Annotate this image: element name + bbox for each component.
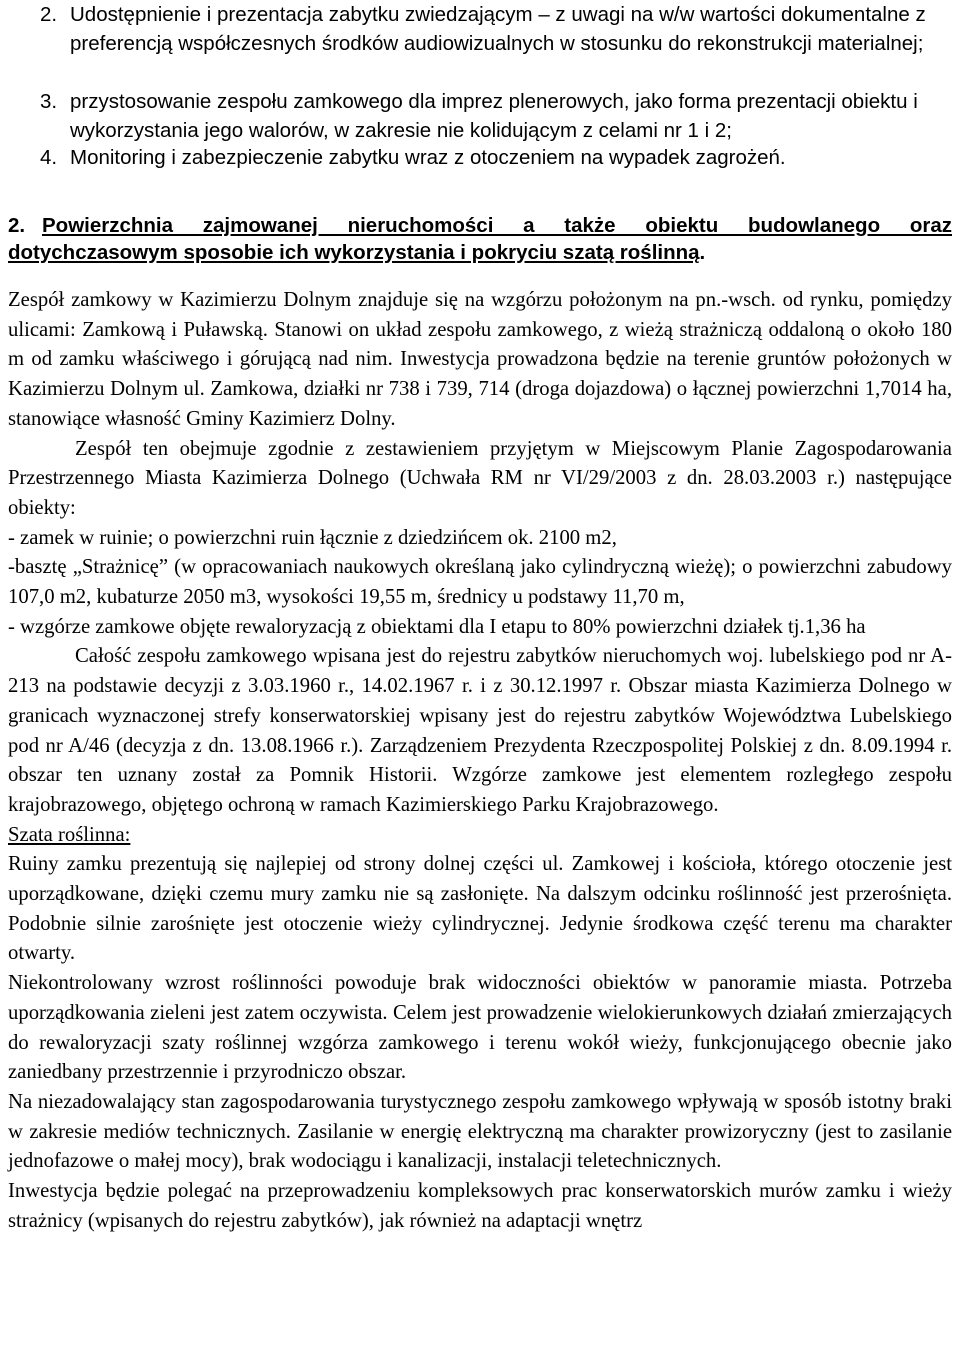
paragraph-location: Zespół zamkowy w Kazimierzu Dolnym znajduje się na wzgórzu położonym na pn.-wsch. od rynku, pomiędzy ulicami: Zamkową i Puławską. Stanowi on układ zespołu zamkowego, z wieżą strażniczą oddaloną o około 180 m od zamku właściwego i górującą nad nim. Inwestycja prowadzona będzie na terenie gruntów położonych w Kazimierzu Dolnym ul. Zamkowa, działki nr 738 i 739, 714 (droga dojazdowa) o łącznej powierzchni 1,7014 ha, stanowiące własność Gminy Kazimierz Dolny. <box>8 289 952 430</box>
list-item-text: przystosowanie zespołu zamkowego dla imprez plenerowych, jako forma prezentacji obiektu i wykorzystania jego walorów, w zakresie nie kolidującym z celami nr 1 i 2; <box>70 90 918 142</box>
paragraph-infrastructure: Na niezadowalający stan zagospodarowania turystycznego zespołu zamkowego wpływają w sposób istotny braki w zakresie mediów technicznych. Zasilanie w energię elektryczną ma charakter prowizoryczny (jest to zasilanie jednofazowe o małej mocy), brak wodociągu i kanalizacji, instalacji teletechnicznych. <box>8 1090 952 1173</box>
list-item <box>0 143 960 172</box>
paragraph-vegetation-growth: Niekontrolowany wzrost roślinności powoduje brak widoczności obiektów w panoramie miasta. Potrzeba uporządkowania zieleni jest zatem oczywista. Celem jest prowadzenie wielokierunkowych działań zmierzających do rewaloryzacji szaty roślinnej wzgórza zamkowego i terenu wokół wieży, funkcjonującego obecnie jako zaniedbany przestrzennie i przyrodniczo obszar. <box>8 972 952 1084</box>
list-item-text: Monitoring i zabezpieczenie zabytku wraz z otoczeniem na wypadek zagrożeń. <box>70 146 786 169</box>
list-item-number: 4. <box>40 146 58 169</box>
section-heading-trailing: . <box>699 241 706 264</box>
section-heading-number: 2. <box>8 214 26 237</box>
section-heading <box>8 212 952 266</box>
list-item-text: Udostępnienie i prezentacja zabytku zwiedzającym – z uwagi na w/w wartości dokumentalne z preferencją współczesnych środków audiowizualnych w stosunku do rekonstrukcji materialnej; <box>70 3 926 55</box>
paragraph-plan: Zespół ten obejmuje zgodnie z zestawieniem przyjętym w Miejscowym Planie Zagospodarowania Przestrzennego Miasta Kazimierza Dolnego (Uchwała RM nr VI/29/2003 z dn. 28.03.2003 r.) następujące obiekty: <box>8 437 952 519</box>
paragraph-ruins: Ruiny zamku prezentują się najlepiej od strony dolnej części ul. Zamkowej i kościoła, którego otoczenie jest uporządkowane, dzięki czemu mury zamku nie są zasłonięte. Na dalszym odcinku roślinność jest przerośnięta. Podobnie silnie zarośnięte jest otoczenie wieży cylindrycznej. Jedynie środkowa część terenu ma charakter otwarty. <box>8 853 952 965</box>
list-item-number: 3. <box>40 90 58 113</box>
body-text <box>8 286 952 1237</box>
paragraph-register: Całość zespołu zamkowego wpisana jest do rejestru zabytków nieruchomych woj. lubelskiego pod nr A-213 na podstawie decyzji z 3.03.1960 r., 14.02.1967 r. i z 30.12.1997 r. Obszar miasta Kazimierza Dolnego w granicach wyznaczonej strefy konserwatorskiej wpisany jest do rejestru zabytków Województwa Lubelskiego pod nr A/46 (decyzja z dn. 13.08.1966 r.). Zarządzeniem Prezydenta Rzeczpospolitej Polskiej z dn. 8.09.1994 r. obszar ten uznany został za Pomnik Historii. Wzgórze zamkowe jest elementem rozległego zespołu krajobrazowego, objętego ochroną w ramach Kazimierskiego Parku Krajobrazowego. <box>8 645 952 816</box>
object-item-hill: - wzgórze zamkowe objęte rewaloryzacją z obiektami dla I etapu to 80% powierzchni działek tj.1,36 ha <box>8 615 866 638</box>
section-heading-text: Powierzchnia zajmowanej nieruchomości a także obiektu budowlanego oraz dotychczasowym sposobie ich wykorzystania i pokryciu szatą roślinną <box>8 214 952 264</box>
object-item-tower: -basztę „Strażnicę” (w opracowaniach naukowych określaną jako cylindryczną wieżę); o powierzchni zabudowy 107,0 m2, kubaturze 2050 m3, wysokości 19,55 m, średnicy u podstawy 11,70 m, <box>8 556 952 609</box>
subheading-vegetation: Szata roślinna: <box>8 823 131 846</box>
list-item <box>0 87 960 145</box>
paragraph-investment: Inwestycja będzie polegać na przeprowadzeniu kompleksowych prac konserwatorskich murów zamku i wieży strażnicy (wpisanych do rejestru zabytków), jak również na adaptacji wnętrz <box>8 1180 952 1232</box>
list-item <box>0 0 960 58</box>
object-item-castle: - zamek w ruinie; o powierzchni ruin łącznie z dziedzińcem ok. 2100 m2, <box>8 526 617 549</box>
list-item-number: 2. <box>40 3 58 26</box>
